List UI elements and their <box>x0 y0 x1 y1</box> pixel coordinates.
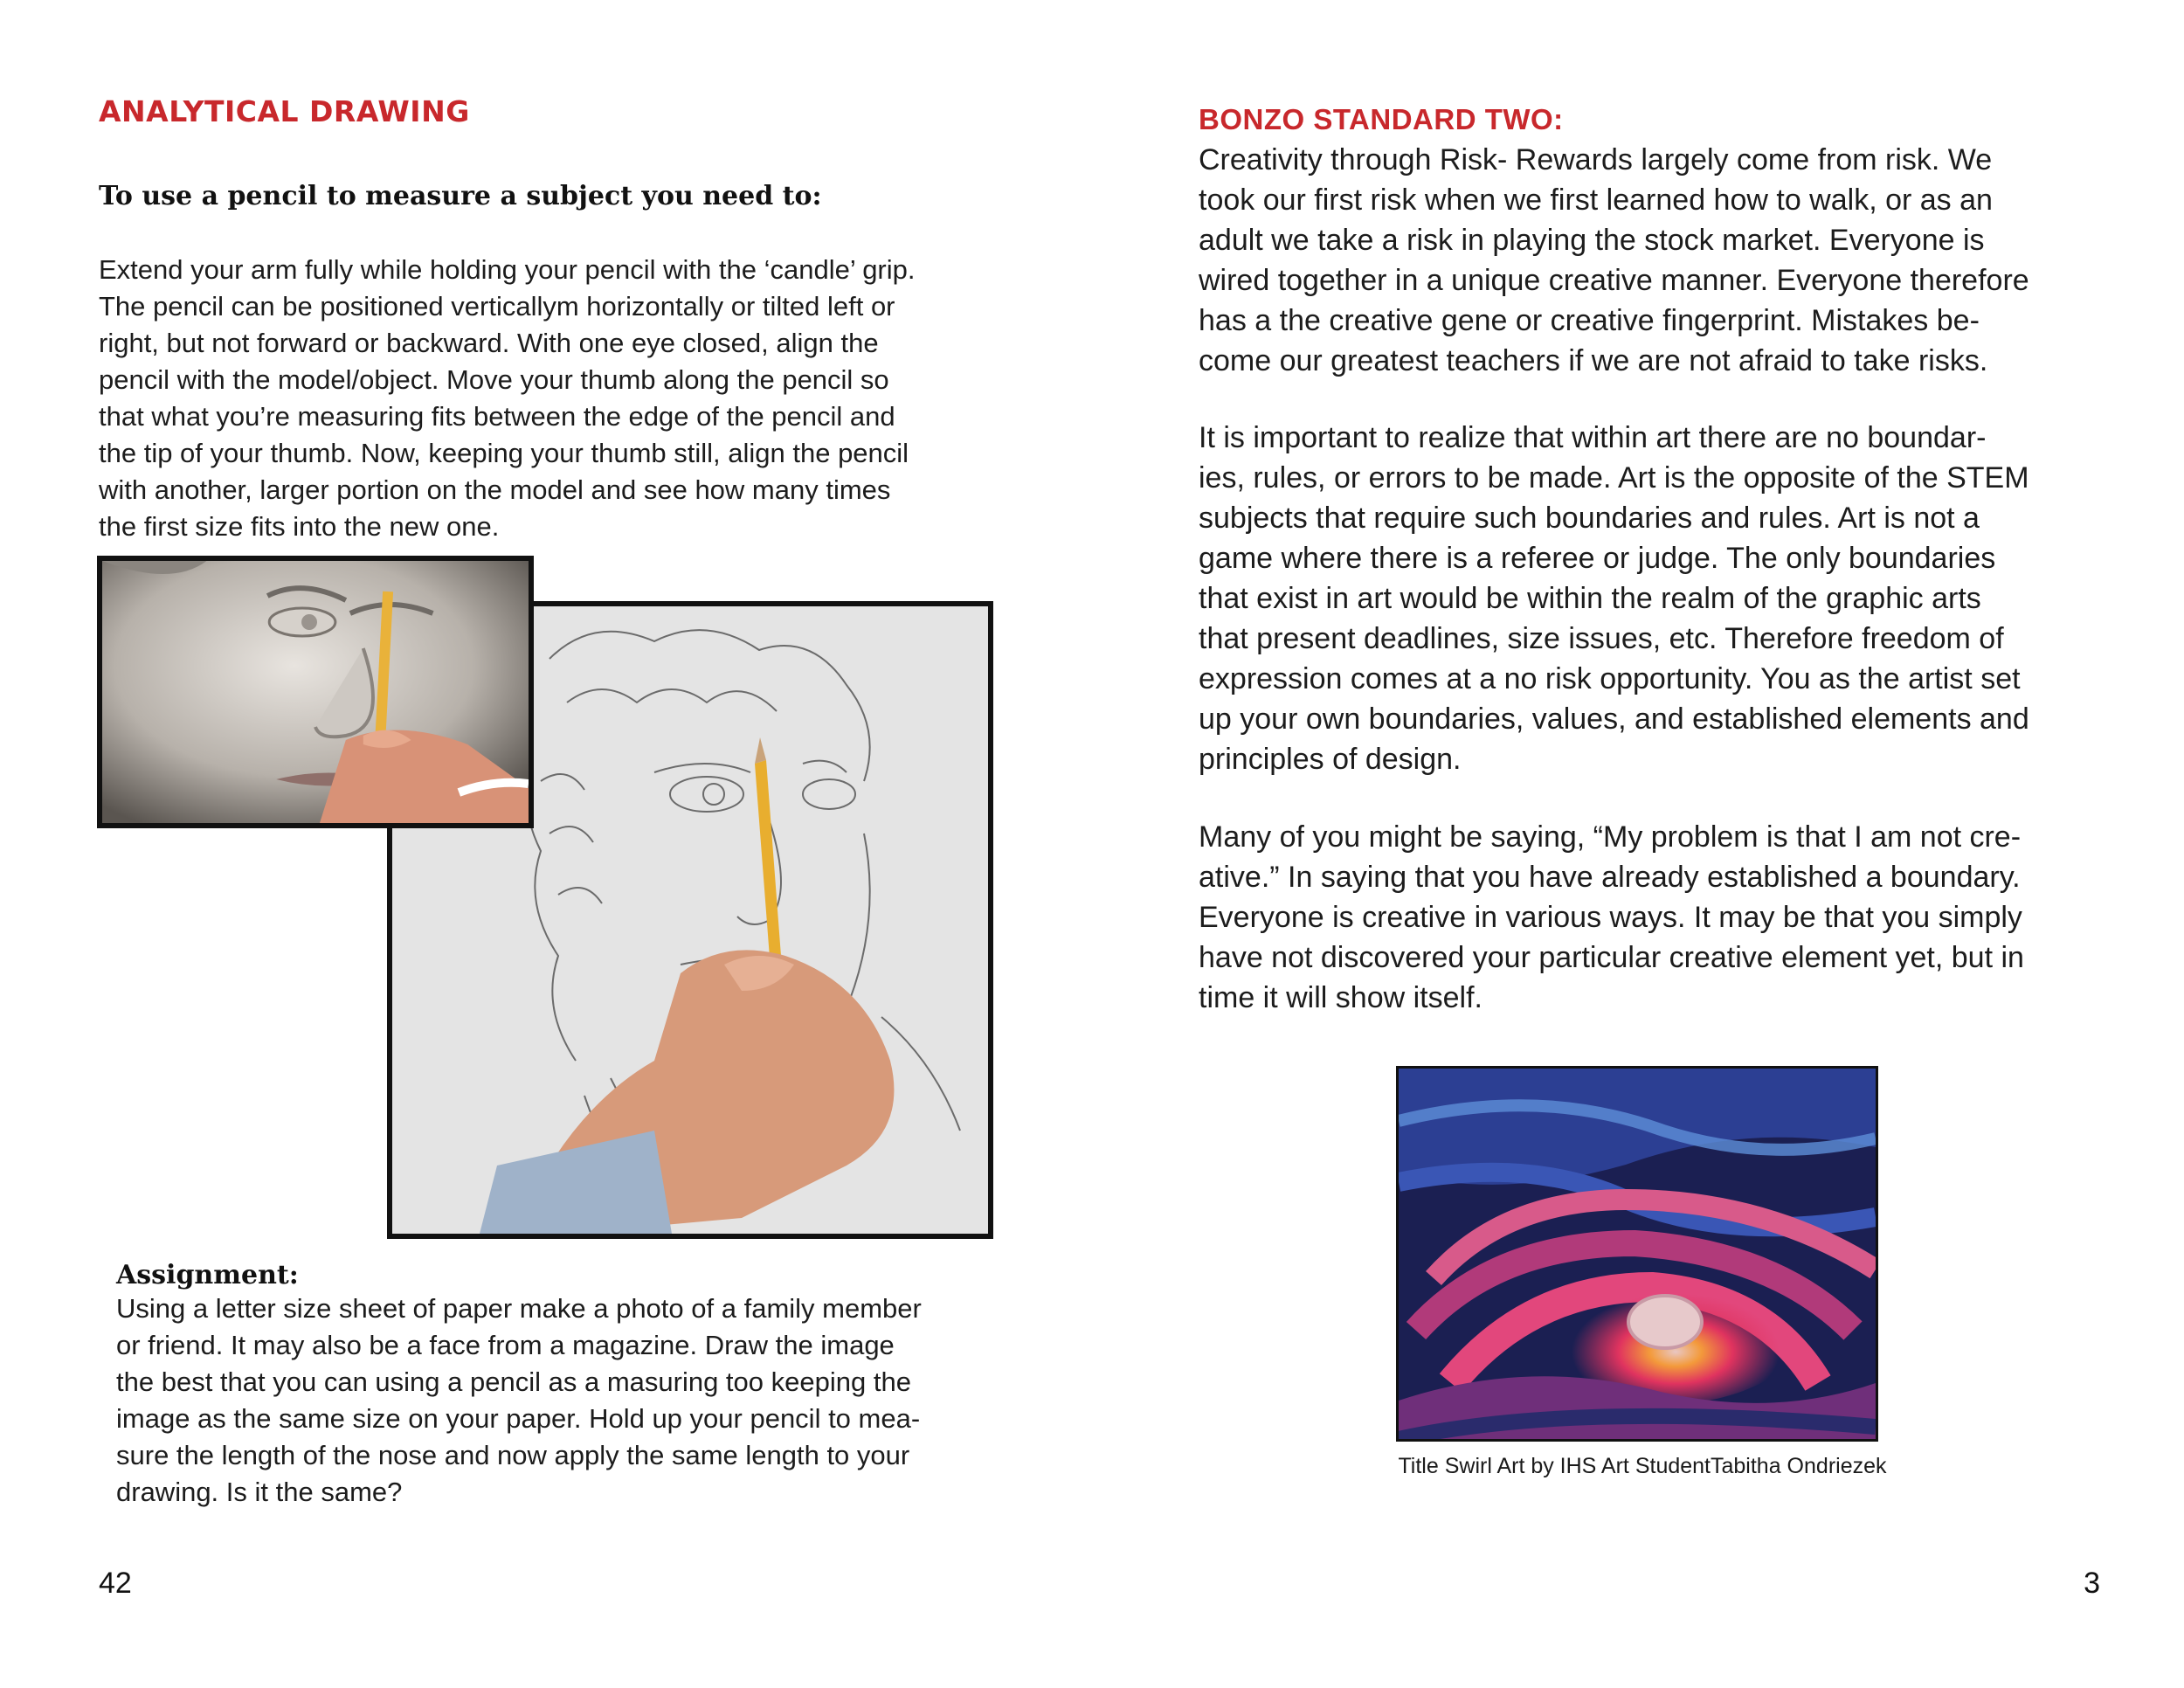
text-line: adult we take a risk in playing the stock market. Everyone is <box>1199 224 1985 257</box>
text-line: wired together in a unique creative manner. Everyone therefore <box>1199 264 2029 297</box>
text-line: drawing. Is it the same? <box>116 1477 403 1507</box>
text-line: image as the same size on your paper. Hold up your pencil to mea- <box>116 1403 921 1434</box>
text-line: took our first risk when we first learned how to walk, or as an <box>1199 183 1993 217</box>
text-line: the tip of your thumb. Now, keeping your thumb still, align the pencil <box>99 438 909 468</box>
text-line: It is important to realize that within art there are no boundar- <box>1199 421 1987 454</box>
text-line: Extend your arm fully while holding your pencil with the ‘candle’ grip. <box>99 254 916 285</box>
risk-paragraph <box>1199 140 2107 381</box>
page-number-right: 3 <box>2084 1567 2100 1600</box>
text-line: expression comes at a no risk opportunity. You as the artist set <box>1199 662 2021 695</box>
text-line: The pencil can be positioned verticallym horizontally or tilted left or <box>99 291 895 322</box>
text-line: time it will show itself. <box>1199 981 1482 1014</box>
text-line: up your own boundaries, values, and established elements and <box>1199 702 2029 736</box>
page-number-left: 42 <box>99 1567 132 1600</box>
statue-pencil-photo <box>97 556 534 828</box>
text-line: right, but not forward or backward. With one eye closed, align the <box>99 328 879 358</box>
assignment-heading: Assignment: <box>116 1260 299 1290</box>
swirl-art-illustration <box>1399 1069 1876 1439</box>
text-line: principles of design. <box>1199 743 1462 776</box>
text-line: Using a letter size sheet of paper make a photo of a family member <box>116 1293 922 1324</box>
swirl-art-caption: Title Swirl Art by IHS Art StudentTabitha Ondriezek <box>1398 1454 1887 1478</box>
pencil-measure-subheading: To use a pencil to measure a subject you need to: <box>99 181 822 211</box>
text-line: pencil with the model/object. Move your thumb along the pencil so <box>99 364 889 395</box>
section-heading-bonzo-standard-two: BONZO STANDARD TWO: <box>1199 103 1564 135</box>
text-line: the best that you can using a pencil as a masuring too keeping the <box>116 1366 911 1397</box>
text-line: ies, rules, or errors to be made. Art is the opposite of the STEM <box>1199 461 2029 495</box>
text-line: sure the length of the nose and now apply the same length to your <box>116 1440 910 1470</box>
text-line: subjects that require such boundaries and rules. Art is not a <box>1199 502 1980 535</box>
statue-photo-illustration <box>102 561 529 823</box>
text-line: that present deadlines, size issues, etc. Therefore freedom of <box>1199 622 2004 655</box>
text-line: or friend. It may also be a face from a magazine. Draw the image <box>116 1330 895 1360</box>
text-line: Many of you might be saying, “My problem is that I am not cre- <box>1199 820 2022 854</box>
boundaries-paragraph <box>1199 418 2107 779</box>
text-line: has a the creative gene or creative fingerprint. Mistakes be- <box>1199 304 1980 337</box>
text-line: ative.” In saying that you have already established a boundary. <box>1199 861 2021 894</box>
text-line: with another, larger portion on the model and see how many times <box>99 474 891 505</box>
text-line: that exist in art would be within the realm of the graphic arts <box>1199 582 1981 615</box>
text-line: Everyone is creative in various ways. It may be that you simply <box>1199 901 2022 934</box>
creativity-paragraph <box>1199 817 2107 1018</box>
intro-paragraph <box>99 252 990 545</box>
text-line: Creativity through Risk- Rewards largely come from risk. We <box>1199 143 1993 176</box>
assignment-paragraph <box>116 1290 1007 1511</box>
text-line: that what you’re measuring fits between the edge of the pencil and <box>99 401 895 432</box>
text-line: the first size fits into the new one. <box>99 511 500 542</box>
section-heading-analytical-drawing: ANALYTICAL DRAWING <box>99 94 470 128</box>
text-line: have not discovered your particular creative element yet, but in <box>1199 941 2024 974</box>
text-line: come our greatest teachers if we are not afraid to take risks. <box>1199 344 1988 377</box>
text-line: game where there is a referee or judge. The only boundaries <box>1199 542 1996 575</box>
swirl-art-photo <box>1396 1066 1878 1442</box>
